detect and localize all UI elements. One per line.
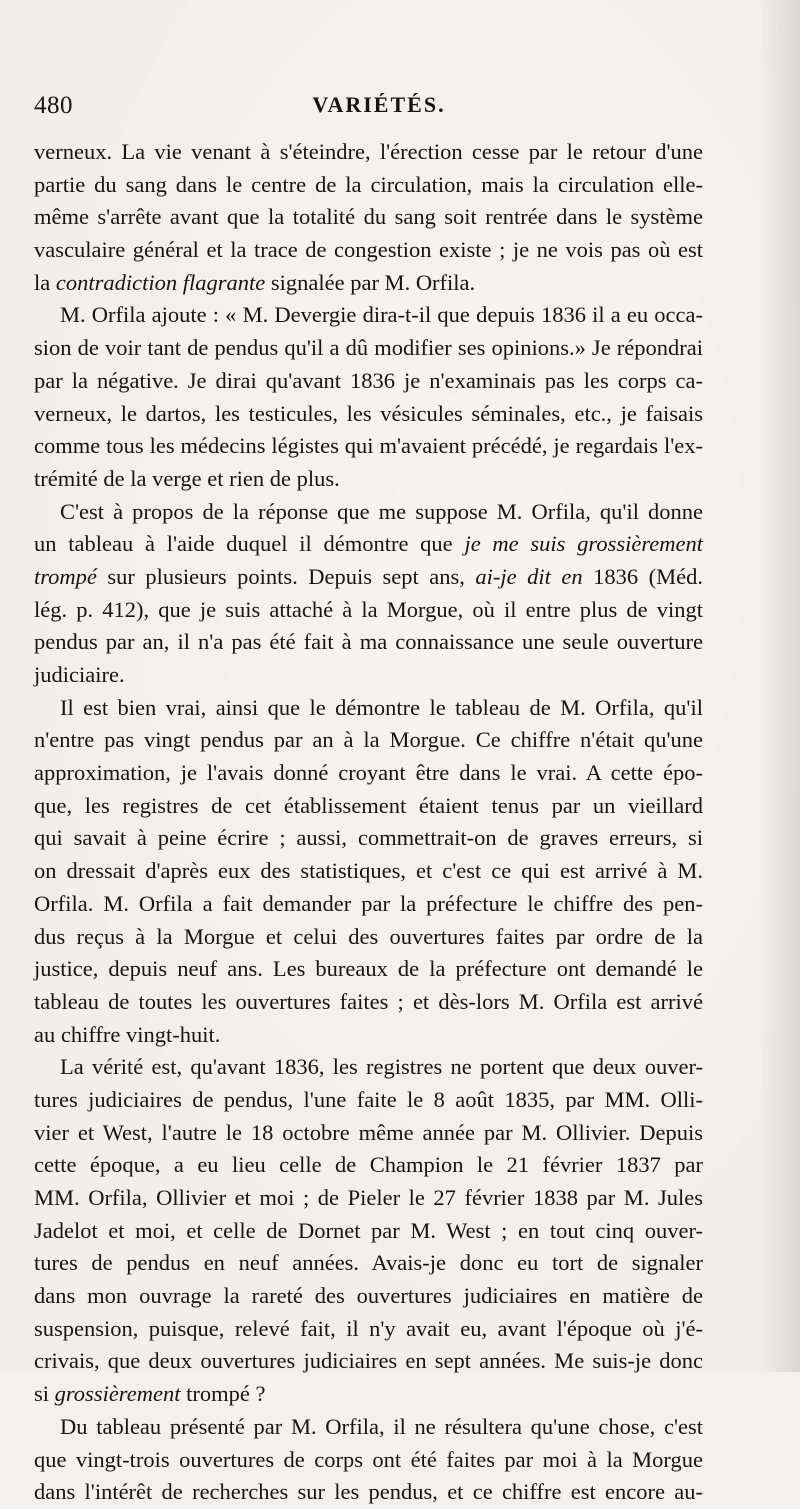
text-line — [34, 855, 703, 888]
text-line — [34, 1313, 703, 1346]
italic-text: contradiction flagrante — [55, 269, 266, 295]
text-line — [34, 1444, 703, 1477]
paragraph — [34, 692, 703, 1052]
text-segment: sur plusieurs points. Depuis sept ans, — [96, 563, 476, 589]
text-line — [34, 594, 703, 627]
text-line — [34, 1215, 703, 1248]
text-line — [34, 626, 703, 659]
text-line — [34, 463, 703, 496]
text-line — [34, 430, 703, 463]
text-line — [34, 921, 703, 954]
paragraph — [34, 136, 703, 299]
text-line — [34, 1051, 703, 1084]
text-line — [34, 1019, 703, 1052]
text-segment: La vérité est, qu'avant 1836, les registres ne portent que deux ouver- — [60, 1054, 703, 1080]
text-segment: vier et West, l'autre le 18 octobre même année par M. Ollivier. Depuis — [34, 1119, 703, 1145]
text-line — [34, 299, 703, 332]
text-segment: suspension, puisque, relevé fait, il n'y avait eu, avant l'époque où j'é- — [34, 1315, 703, 1341]
text-segment: verneux. La vie venant à s'éteindre, l'érection cesse par le retour d'une — [34, 139, 703, 164]
text-line — [34, 496, 703, 529]
text-segment: justice, depuis neuf ans. Les bureaux de la préfecture ont demandé le — [34, 956, 703, 982]
text-segment: par la négative. Je dirai qu'avant 1836 je n'examinais pas les corps ca- — [34, 367, 703, 393]
text-line — [34, 986, 703, 1019]
text-segment: C'est à propos de la réponse que me suppose M. Orfila, qu'il donne — [60, 498, 703, 524]
text-line — [34, 1117, 703, 1150]
italic-text: ai-je dit en — [475, 563, 583, 589]
page-edge-shadow — [760, 0, 800, 1372]
text-segment: Jadelot et moi, et celle de Dornet par M. West ; en tout cinq ouver- — [34, 1217, 703, 1243]
text-segment: la — [34, 269, 56, 295]
text-segment: dans mon ouvrage la rareté des ouvertures judiciaires en matière de — [34, 1283, 703, 1309]
text-line — [34, 234, 703, 267]
text-segment: vasculaire général et la trace de congestion existe ; je ne vois pas où est — [34, 237, 703, 263]
body-text — [34, 136, 703, 1509]
text-segment: tures de pendus en neuf années. Avais-je donc eu tort de signaler — [34, 1250, 703, 1276]
text-segment: Du tableau présenté par M. Orfila, il ne résultera qu'une chose, c'est — [60, 1413, 703, 1439]
text-line — [34, 1345, 703, 1378]
text-segment: pendus par an, il n'a pas été fait à ma connaissance une seule ouverture — [34, 629, 703, 655]
italic-text: trompé — [34, 563, 97, 589]
italic-text: grossièrement — [54, 1381, 181, 1407]
text-line — [34, 561, 703, 594]
text-line — [34, 888, 703, 921]
paragraph — [34, 496, 703, 692]
text-line — [34, 1084, 703, 1117]
text-line — [34, 169, 703, 202]
paragraph — [34, 1051, 703, 1411]
text-segment: lég. p. 412), que je suis attaché à la Morgue, où il entre plus de vingt — [34, 596, 703, 622]
text-segment: judiciaire. — [34, 662, 125, 687]
text-segment: cette époque, a eu lieu celle de Champion le 21 février 1837 par — [34, 1152, 703, 1178]
text-segment: si — [34, 1381, 55, 1407]
paragraph — [34, 299, 703, 495]
text-line — [34, 659, 703, 692]
text-segment: verneux, le dartos, les testicules, les vésicules séminales, etc., je faisais — [34, 400, 703, 426]
text-segment: signalée par M. Orfila. — [265, 269, 476, 295]
running-head — [34, 92, 724, 128]
text-segment: que, les registres de cet établissement étaient tenus par un vieillard — [34, 792, 703, 818]
text-line — [34, 1182, 703, 1215]
text-line — [34, 822, 703, 855]
text-segment: tures judiciaires de pendus, l'une faite le 8 août 1835, par MM. Olli- — [34, 1086, 703, 1112]
text-line — [34, 953, 703, 986]
running-title: VARIÉTÉS. — [312, 92, 446, 117]
text-line — [34, 136, 703, 169]
text-line — [34, 1411, 703, 1444]
text-segment: partie du sang dans le centre de la circulation, mais la circulation elle- — [34, 171, 703, 197]
text-segment: trémité de la verge et rien de plus. — [34, 465, 340, 491]
text-line — [34, 1280, 703, 1313]
text-segment: approximation, je l'avais donné croyant être dans le vrai. A cette épo- — [34, 760, 703, 786]
text-segment: que vingt-trois ouvertures de corps ont été faites par moi à la Morgue — [34, 1446, 703, 1472]
text-segment: au chiffre vingt-huit. — [34, 1021, 221, 1047]
text-line — [34, 267, 703, 300]
text-segment: 1836 (Méd. — [582, 563, 703, 589]
text-line — [34, 1476, 703, 1509]
text-segment: Il est bien vrai, ainsi que le démontre le tableau de M. Orfila, qu'il — [60, 694, 703, 720]
text-line — [34, 724, 703, 757]
text-segment: MM. Orfila, Ollivier et moi ; de Pieler le 27 février 1838 par M. Jules — [34, 1185, 703, 1210]
page-number: 480 — [34, 92, 73, 119]
text-line — [34, 398, 703, 431]
text-segment: M. Orfila ajoute : « M. Devergie dira-t-il que depuis 1836 il a eu occa- — [60, 302, 703, 328]
text-segment: trompé ? — [180, 1381, 266, 1407]
text-line — [34, 790, 703, 823]
text-line — [34, 1149, 703, 1182]
paragraph — [34, 1411, 703, 1509]
text-segment: Orfila. M. Orfila a fait demander par la préfecture le chiffre des pen- — [34, 890, 703, 916]
text-segment: un tableau à l'aide duquel il démontre que — [34, 531, 465, 557]
text-line — [34, 332, 703, 365]
text-segment: même s'arrête avant que la totalité du sang soit rentrée dans le système — [34, 204, 703, 230]
text-segment: qui savait à peine écrire ; aussi, commettrait-on de graves erreurs, si — [34, 825, 703, 851]
text-segment: crivais, que deux ouvertures judiciaires en sept années. Me suis-je donc — [34, 1348, 703, 1374]
text-line — [34, 528, 703, 561]
text-segment: comme tous les médecins légistes qui m'avaient précédé, je regardais l'ex- — [34, 433, 703, 459]
text-line — [34, 1247, 703, 1280]
text-line — [34, 1378, 703, 1411]
text-segment: sion de voir tant de pendus qu'il a dû modifier ses opinions.» Je répondrai — [34, 335, 703, 361]
italic-text: je me suis grossièrement — [464, 531, 703, 557]
text-segment: dans l'intérêt de recherches sur les pendus, et ce chiffre est encore au- — [34, 1479, 703, 1505]
text-line — [34, 365, 703, 398]
text-segment: dus reçus à la Morgue et celui des ouvertures faites par ordre de la — [34, 923, 703, 949]
text-segment: n'entre pas vingt pendus par an à la Morgue. Ce chiffre n'était qu'une — [34, 727, 703, 753]
text-line — [34, 201, 703, 234]
text-segment: tableau de toutes les ouvertures faites ; et dès-lors M. Orfila est arrivé — [34, 988, 703, 1014]
text-line — [34, 757, 703, 790]
text-line — [34, 692, 703, 725]
text-segment: on dressait d'après eux des statistiques, et c'est ce qui est arrivé à M. — [34, 858, 703, 884]
